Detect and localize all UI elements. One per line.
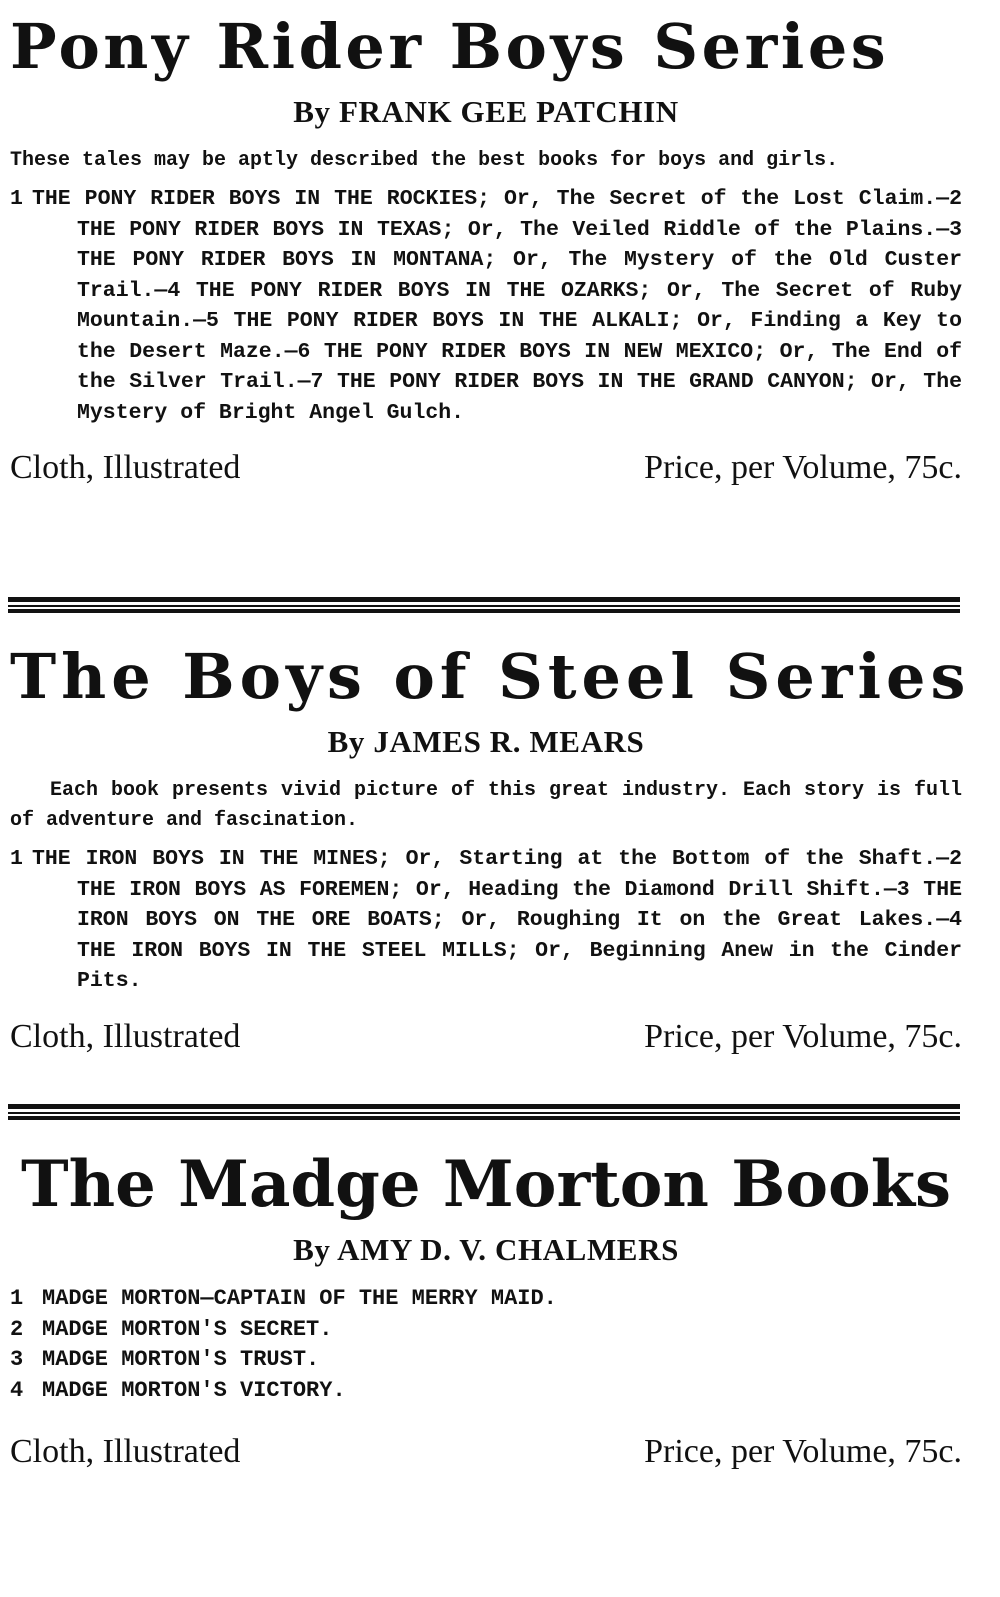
pony-rider-boys-section [10,10,962,488]
series-description: Each book presents vivid picture of this great industry. Each story is full of adventure and fascination. [10,779,962,832]
author-prefix: By [327,724,365,759]
series-title: The Madge Morton Books [20,1147,952,1222]
series-author [10,722,962,762]
author-name: JAMES R. MEARS [373,724,645,759]
book-list [10,1284,962,1406]
binding-label: Cloth, Illustrated [10,449,241,486]
binding-label: Cloth, Illustrated [10,1433,241,1470]
author-name: FRANK GEE PATCHIN [339,94,679,129]
boys-of-steel-section [10,640,971,1057]
author-prefix: By [293,1232,331,1267]
book-list-text: THE PONY RIDER BOYS IN THE ROCKIES; Or, The Secret of the Lost Claim.—2 THE PONY RIDER BOYS IN TEXAS; Or, The Veiled Riddle of the Plains.—3 THE PONY RIDER BOYS IN MONTANA; Or, The Mystery of the Old Custer Trail.—4 THE PONY RIDER BOYS IN THE OZARKS; Or, The Secret of Ruby Mountain.—5 THE PONY RIDER BOYS IN THE ALKALI; Or, Finding a Key to the Desert Maze.—6 THE PONY RIDER BOYS IN NEW MEXICO; Or, The End of the Silver Trail.—7 THE PONY RIDER BOYS IN THE GRAND CANYON; Or, The Mystery of Bright Angel Gulch. [32,187,962,425]
book-title: MADGE MORTON'S TRUST. [42,1347,320,1372]
book-number: 4 [10,1377,24,1403]
series-footer [10,1017,962,1057]
series-author [10,92,962,132]
book-title: MADGE MORTON—CAPTAIN OF THE MERRY MAID. [42,1286,557,1311]
series-description: These tales may be aptly described the best books for boys and girls. [10,149,839,172]
book-number: 1 [10,847,23,871]
madge-morton-section [10,1148,962,1472]
series-footer [10,1432,962,1472]
section-divider [8,1104,960,1120]
series-footer [10,448,962,488]
price-label: Price, per Volume, 75c. [644,1433,962,1470]
list-item [10,1284,962,1315]
book-title: MADGE MORTON'S SECRET. [42,1316,333,1342]
series-title: The Boys of Steel Series [10,640,971,713]
book-list-text: THE IRON BOYS IN THE MINES; Or, Starting at the Bottom of the Shaft.—2 THE IRON BOYS AS FOREMEN; Or, Heading the Diamond Drill Shift.—3 THE IRON BOYS ON THE ORE BOATS; Or, Roughing It on the Great Lakes.—4 THE IRON BOYS IN THE STEEL MILLS; Or, Beginning Anew in the Cinder Pits. [32,847,962,993]
price-label: Price, per Volume, 75c. [644,449,962,486]
series-title: Pony Rider Boys Series [10,10,890,83]
series-author [10,1230,962,1270]
binding-label: Cloth, Illustrated [10,1017,241,1055]
book-list [10,184,962,428]
section-divider [8,597,960,613]
book-number: 1 [10,187,23,211]
book-number: 1 [10,1286,24,1311]
list-item [10,1376,962,1407]
author-prefix: By [293,94,331,129]
list-item [10,1345,962,1376]
book-number: 3 [10,1347,24,1372]
book-title: MADGE MORTON'S VICTORY. [42,1377,346,1403]
price-label: Price, per Volume, 75c. [644,1017,962,1055]
list-item [10,1315,962,1346]
book-list [10,844,962,997]
book-number: 2 [10,1316,24,1342]
author-name: AMY D. V. CHALMERS [337,1232,679,1267]
